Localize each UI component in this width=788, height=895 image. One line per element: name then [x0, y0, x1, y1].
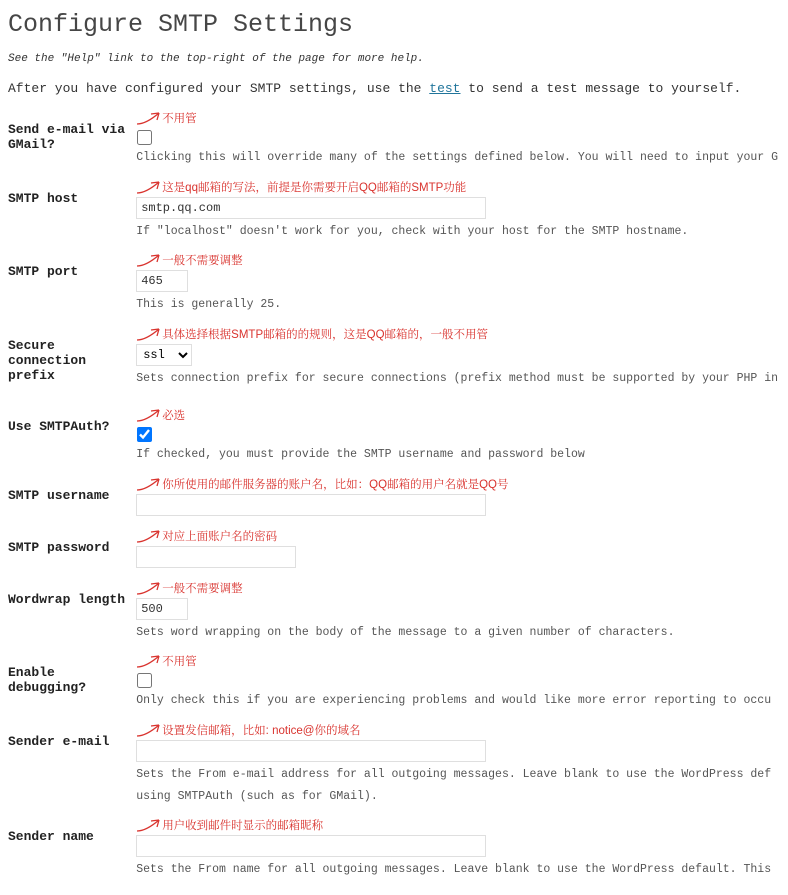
row-sender-name — [0, 811, 788, 885]
annotation-smtp-password — [160, 528, 778, 544]
label-debug: Enable debugging? — [8, 665, 87, 696]
secure-prefix-select[interactable] — [136, 344, 192, 366]
label-smtp-host: SMTP host — [8, 190, 79, 206]
test-link[interactable]: test — [429, 81, 461, 96]
row-smtpauth — [0, 401, 788, 470]
desc-smtp-host: If "localhost" doesn't work for you, check with your host for the SMTP hostname. — [136, 224, 689, 238]
smtp-host-input[interactable] — [136, 197, 486, 219]
annotation-gmail-text: 不用管 — [162, 113, 197, 125]
row-debug — [0, 647, 788, 716]
page-title: Configure SMTP Settings — [8, 10, 354, 39]
wordwrap-input[interactable] — [136, 598, 188, 620]
annotation-smtp-port — [160, 252, 778, 268]
arrow-icon — [136, 408, 160, 422]
annotation-smtp-password-text: 对应上面账户名的密码 — [162, 530, 278, 543]
desc-wordwrap: Sets word wrapping on the body of the message to a given number of characters. — [136, 625, 675, 639]
smtp-password-input[interactable] — [136, 546, 296, 568]
arrow-icon — [136, 529, 160, 543]
desc-gmail: Clicking this will override many of the settings defined below. You will need to input your G — [136, 151, 778, 164]
annotation-smtpauth-text: 必选 — [162, 410, 186, 423]
annotation-sender-name-text: 用户收到邮件时显示的邮箱昵称 — [162, 820, 324, 833]
desc-sender-name: Sets the From name for all outgoing messages. Leave blank to use the WordPress default. This — [136, 863, 772, 877]
annotation-smtp-username — [160, 476, 778, 492]
arrow-icon — [136, 723, 160, 737]
annotation-smtp-port-text: 一般不需要调整 — [162, 255, 243, 268]
row-smtp-password — [0, 522, 788, 574]
arrow-icon — [136, 581, 160, 595]
annotation-secure-prefix — [160, 326, 778, 342]
desc-smtpauth: If checked, you must provide the SMTP username and password below — [136, 448, 585, 462]
annotation-sender-name — [160, 817, 778, 833]
label-smtp-port: SMTP port — [8, 264, 79, 280]
arrow-icon — [136, 477, 160, 491]
annotation-sender-email-text: 设置发信邮箱，比如: notice@你的域名 — [162, 725, 361, 738]
row-smtp-port — [0, 246, 788, 320]
annotation-wordwrap — [160, 580, 778, 596]
annotation-smtp-host — [160, 179, 778, 195]
annotation-debug — [160, 653, 778, 669]
smtp-port-input[interactable] — [136, 270, 188, 292]
label-smtp-password: SMTP password — [8, 539, 110, 555]
arrow-icon — [136, 111, 160, 125]
label-smtp-username: SMTP username — [8, 487, 110, 503]
annotation-debug-text: 不用管 — [162, 656, 197, 669]
annotation-secure-prefix-text: 具体选择根据SMTP邮箱的的规则，这是QQ邮箱的，一般不用管 — [162, 329, 489, 342]
label-sender-email: Sender e-mail — [8, 734, 110, 750]
settings-form-table — [0, 104, 788, 885]
annotation-smtp-username-text: 你所使用的邮件服务器的账户名，比如：QQ邮箱的用户名就是QQ号 — [162, 478, 509, 491]
sender-email-input[interactable] — [136, 740, 486, 762]
arrow-icon — [136, 253, 160, 267]
annotation-gmail — [160, 110, 778, 126]
desc-secure-prefix: Sets connection prefix for secure connections (prefix method must be supported by your PHP in — [136, 372, 778, 386]
desc-sender-email-line1: Sets the From e-mail address for all outgoing messages. Leave blank to use the WordPress def — [136, 768, 772, 782]
arrow-icon — [136, 818, 160, 832]
debug-checkbox[interactable] — [137, 673, 152, 688]
desc-smtp-port: This is generally 25. — [136, 298, 282, 312]
row-smtp-username — [0, 470, 788, 522]
desc-debug: Only check this if you are experiencing problems and would like more error reporting to occu — [136, 694, 772, 708]
gmail-checkbox[interactable] — [137, 130, 152, 145]
smtp-settings-page — [0, 10, 788, 895]
row-sender-email — [0, 716, 788, 811]
row-wordwrap — [0, 574, 788, 648]
label-wordwrap: Wordwrap length — [8, 591, 126, 607]
annotation-smtp-host-text: 这是qq邮箱的写法，前提是你需要开启QQ邮箱的SMTP功能 — [162, 181, 467, 194]
desc-sender-email-line2: using SMTPAuth (such as for GMail). — [136, 789, 378, 803]
sender-name-input[interactable] — [136, 835, 486, 857]
label-secure-prefix: Secure connection prefix — [8, 338, 87, 384]
arrow-icon — [136, 180, 160, 194]
annotation-wordwrap-text: 一般不需要调整 — [162, 582, 243, 595]
label-smtpauth: Use SMTPAuth? — [8, 419, 110, 435]
arrow-icon — [136, 327, 160, 341]
row-gmail — [0, 104, 788, 173]
row-smtp-host — [0, 173, 788, 247]
annotation-smtpauth — [160, 407, 778, 423]
annotation-sender-email — [160, 722, 778, 738]
intro-text — [8, 81, 788, 96]
arrow-icon — [136, 654, 160, 668]
row-secure-prefix — [0, 320, 788, 401]
label-sender-name: Sender name — [8, 829, 94, 845]
smtpauth-checkbox[interactable] — [137, 427, 152, 442]
label-gmail: Send e-mail via GMail? — [8, 122, 126, 152]
intro-text-after: to send a test message to yourself. — [460, 81, 742, 96]
intro-text-before: After you have configured your SMTP settings, use the — [8, 81, 430, 96]
help-note: See the "Help" link to the top-right of the page for more help. — [8, 53, 424, 65]
smtp-username-input[interactable] — [136, 494, 486, 516]
